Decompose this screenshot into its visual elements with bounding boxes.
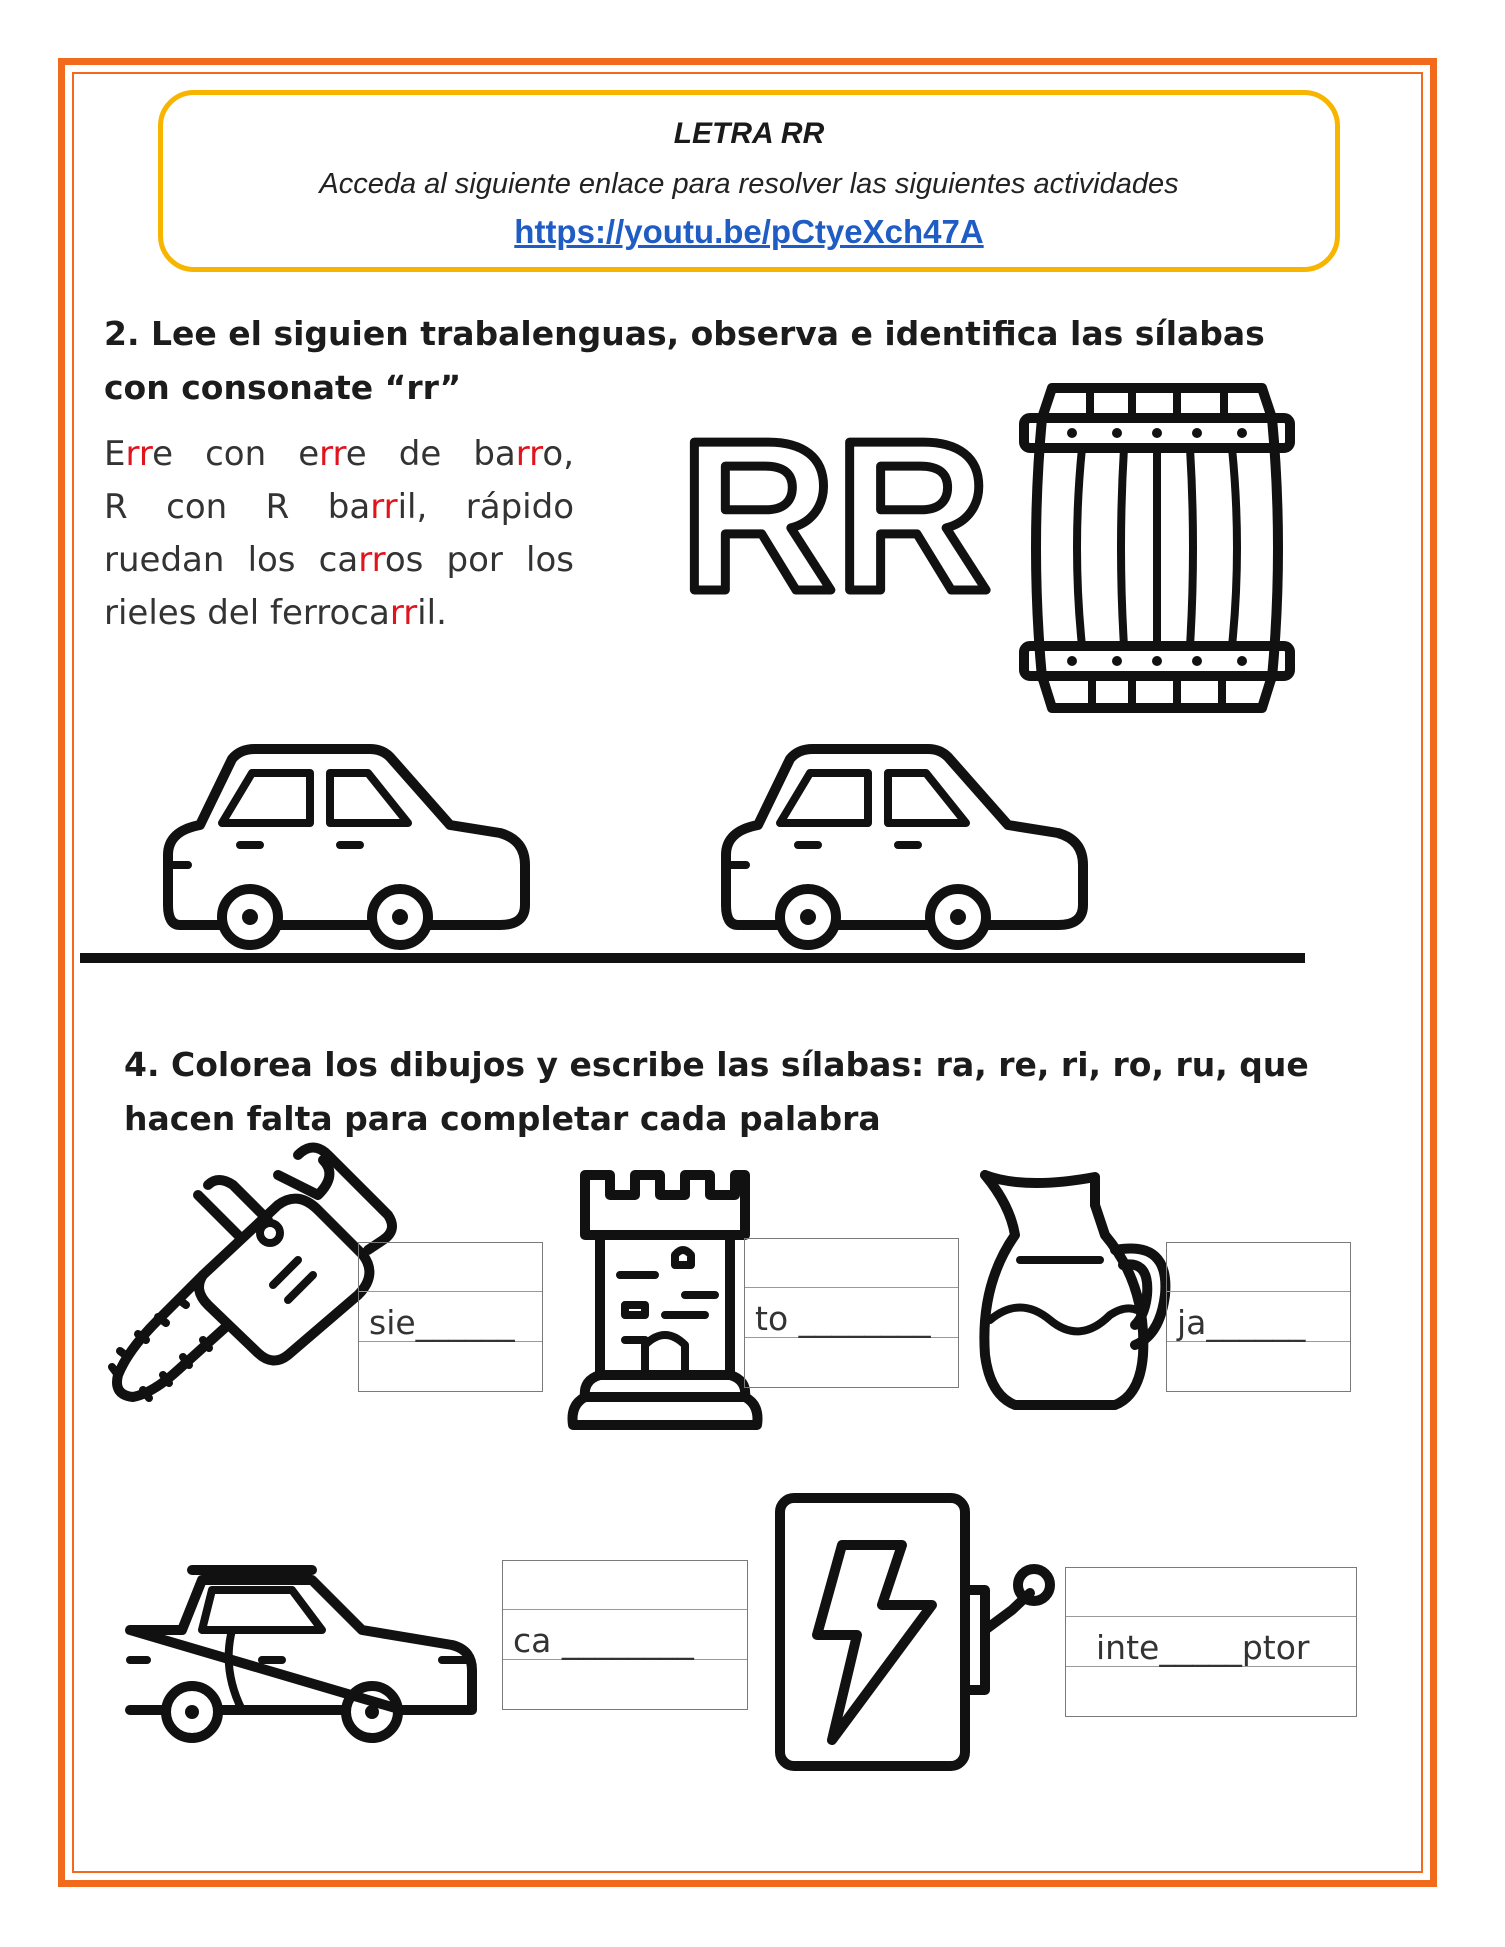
word-switch: inte_____ptor	[1096, 1627, 1310, 1667]
tongue-twister-text: e con e	[152, 434, 320, 474]
activity2-title-line2: con consonate “rr”	[104, 368, 462, 407]
highlighted-syllable: rr	[370, 487, 398, 527]
highlighted-syllable: rr	[389, 593, 418, 633]
highlighted-syllable: rr	[358, 540, 385, 580]
tongue-twister-line	[104, 481, 574, 534]
activity2-title-line1: 2. Lee el siguien trabalenguas, observa e identifica las sílabas	[104, 314, 1265, 353]
word-tower: to ________	[755, 1298, 931, 1338]
activity4-title-line1: 4. Colorea los dibujos y escribe las sílabas: ra, re, ri, ro, ru, que	[124, 1045, 1309, 1084]
word-box-tower[interactable]	[744, 1238, 959, 1388]
word-chainsaw: sie______	[369, 1302, 515, 1342]
jeep-icon	[122, 1560, 482, 1740]
tongue-twister-text: e de ba	[345, 434, 516, 474]
word-jeep: ca ________	[513, 1620, 694, 1660]
header-instructions: Acceda al siguiente enlace para resolver las siguientes actividades	[319, 168, 1179, 200]
barrel-icon	[1012, 378, 1302, 718]
tongue-twister-text: E	[104, 434, 126, 474]
tongue-twister-text: il, rápido	[397, 487, 575, 527]
word-box-chainsaw[interactable]	[358, 1242, 543, 1392]
word-box-pitcher[interactable]	[1166, 1242, 1351, 1392]
car-icon	[160, 745, 540, 945]
tongue-twister-text: rieles del ferroca	[104, 593, 390, 633]
svg-text:RR: RR	[680, 395, 991, 636]
video-link[interactable]: https://youtu.be/pCtyeXch47A	[514, 213, 984, 250]
tongue-twister-line	[104, 534, 574, 587]
big-rr-letters	[680, 395, 991, 636]
word-box-switch[interactable]	[1065, 1567, 1357, 1717]
tongue-twister-text: o,	[542, 434, 575, 474]
tongue-twister-text: R con R ba	[104, 487, 371, 527]
tongue-twister-text: il.	[417, 593, 447, 633]
car-icon	[718, 745, 1098, 945]
word-pitcher: ja______	[1177, 1302, 1306, 1342]
activity4-title-line2: hacen falta para completar cada palabra	[124, 1099, 881, 1138]
header-box	[158, 90, 1340, 272]
word-box-jeep[interactable]	[502, 1560, 748, 1710]
tongue-twister-text: ruedan los ca	[104, 540, 359, 580]
pitcher-icon	[975, 1165, 1175, 1415]
tongue-twister-text: os por los	[384, 540, 574, 580]
switch-icon	[772, 1490, 1062, 1775]
page-title: LETRA RR	[673, 117, 825, 150]
tongue-twister-line	[104, 587, 574, 640]
activity4-title	[124, 1038, 1309, 1146]
tower-icon	[565, 1165, 765, 1430]
tongue-twister-line	[104, 428, 574, 481]
highlighted-syllable: rr	[125, 434, 153, 474]
road-line	[80, 953, 1305, 963]
tongue-twister	[104, 428, 574, 640]
highlighted-syllable: rr	[515, 434, 543, 474]
highlighted-syllable: rr	[319, 434, 346, 474]
